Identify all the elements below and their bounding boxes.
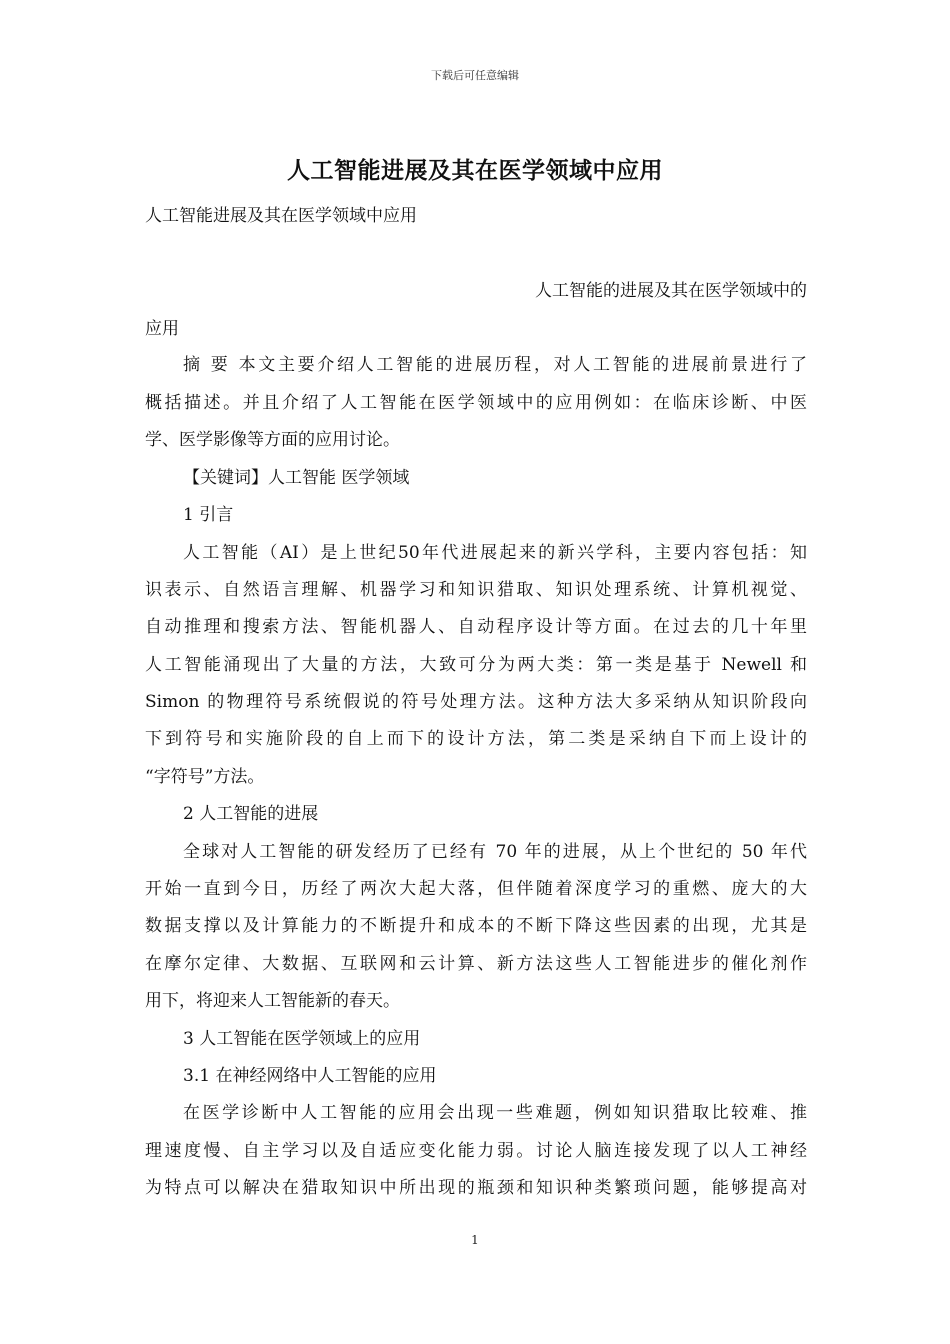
paragraph-line: “字符号”方法。 [145, 767, 265, 787]
paragraph-line: 理速度慢、自主学习以及自适应变化能力弱。讨论人脑连接发现了以人工神经 [145, 1141, 807, 1161]
abstract-line: 学、医学影像等方面的应用讨论。 [145, 430, 400, 450]
page-number: 1 [471, 1233, 479, 1247]
paragraph-line: 在医学诊断中人工智能的应用会出现一些难题，例如知识猎取比较难、推 [183, 1103, 807, 1123]
paragraph-line: 在摩尔定律、大数据、互联网和云计算、新方法这些人工智能进步的催化剂作 [145, 954, 807, 974]
section-heading: 3 人工智能在医学领域上的应用 [183, 1029, 421, 1049]
subsection-heading: 3.1 在神经网络中人工智能的应用 [183, 1066, 437, 1086]
paragraph-line: 下到符号和实施阶段的自上而下的设计方法，第二类是采纳自下而上设计的 [145, 729, 807, 749]
document-title: 人工智能进展及其在医学领域中应用 [287, 157, 663, 184]
paragraph-line: 人工智能涌现出了大量的方法，大致可分为两大类：第一类是基于 Newell 和 [145, 655, 807, 675]
paragraph-line: 数据支撑以及计算能力的不断提升和成本的不断下降这些因素的出现，尤其是 [145, 916, 807, 936]
paragraph-line: 自动推理和搜索方法、智能机器人、自动程序设计等方面。在过去的几十年里 [145, 617, 807, 637]
paragraph-line: 开始一直到今日，历经了两次大起大落，但伴随着深度学习的重燃、庞大的大 [145, 879, 807, 899]
paragraph-line: 人工智能的进展及其在医学领域中的 [535, 281, 807, 301]
paragraph-line: 全球对人工智能的研发经历了已经有 70 年的进展，从上个世纪的 50 年代 [183, 842, 807, 862]
paragraph-line: 用下，将迎来人工智能新的春天。 [145, 991, 400, 1011]
abstract-line: 摘 要 本文主要介绍人工智能的进展历程，对人工智能的进展前景进行了 [183, 355, 807, 375]
paragraph-line: 人工智能（AI）是上世纪50年代进展起来的新兴学科，主要内容包括：知 [183, 543, 807, 563]
abstract-line: 概括描述。并且介绍了人工智能在医学领域中的应用例如：在临床诊断、中医 [145, 393, 807, 413]
section-heading: 1 引言 [183, 505, 234, 525]
paragraph-line: 为特点可以解决在猎取知识中所出现的瓶颈和知识种类繁琐问题，能够提高对 [145, 1178, 807, 1198]
page-header: 下载后可任意编辑 [431, 69, 519, 82]
subtitle-line: 人工智能进展及其在医学领域中应用 [145, 206, 417, 226]
paragraph-line: 应用 [145, 319, 179, 339]
section-heading: 2 人工智能的进展 [183, 804, 319, 824]
paragraph-line: 识表示、自然语言理解、机器学习和知识猎取、知识处理系统、计算机视觉、 [145, 580, 807, 600]
keywords-line: 【关键词】人工智能 医学领域 [183, 468, 410, 488]
paragraph-line: Simon 的物理符号系统假说的符号处理方法。这种方法大多采纳从知识阶段向 [145, 692, 807, 712]
